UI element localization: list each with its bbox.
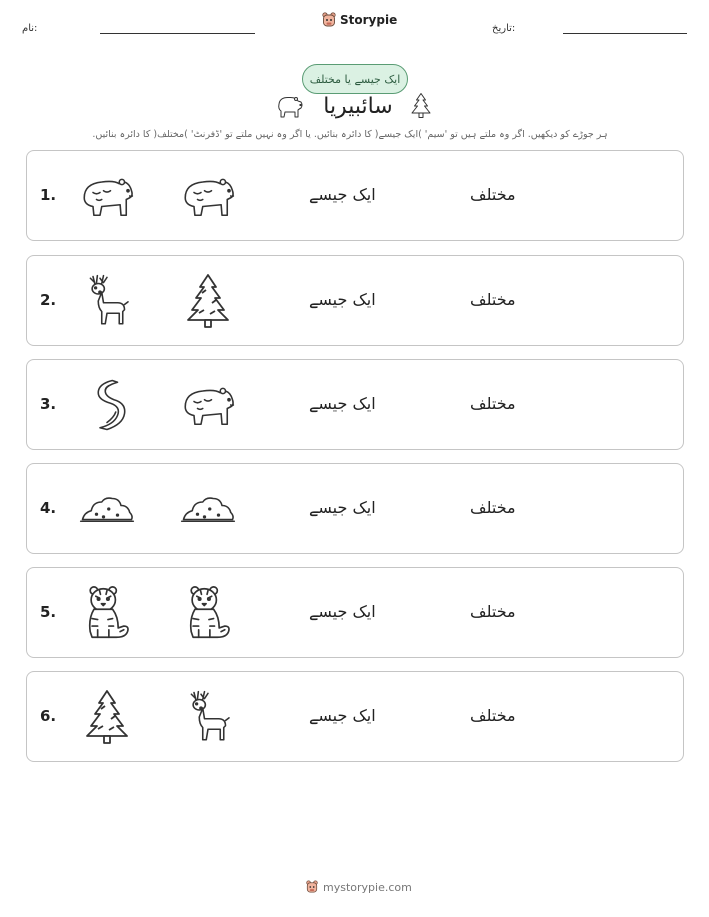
river-icon xyxy=(79,377,135,433)
question-number: 3. xyxy=(40,395,57,413)
question-number: 5. xyxy=(40,603,57,621)
question-number: 1. xyxy=(40,186,57,204)
option-different[interactable]: مختلف xyxy=(470,290,516,309)
tiger-icon xyxy=(180,585,236,641)
option-same[interactable]: ایک جیسے xyxy=(309,706,376,725)
option-different[interactable]: مختلف xyxy=(470,602,516,621)
brand xyxy=(322,12,397,28)
question-card-3 xyxy=(26,359,684,450)
storypie-logo-icon xyxy=(322,12,336,28)
reindeer-icon xyxy=(79,273,135,329)
option-different[interactable]: مختلف xyxy=(470,394,516,413)
question-card-2 xyxy=(26,255,684,346)
title-bear-icon xyxy=(273,91,305,121)
question-card-1 xyxy=(26,150,684,241)
option-same[interactable]: ایک جیسے xyxy=(309,498,376,517)
snow-pile-icon xyxy=(79,481,135,537)
bear-icon xyxy=(180,377,236,433)
option-different[interactable]: مختلف xyxy=(470,498,516,517)
worksheet-type-badge: ایک جیسے یا مختلف xyxy=(302,64,408,94)
option-same[interactable]: ایک جیسے xyxy=(309,290,376,309)
option-different[interactable]: مختلف xyxy=(470,185,516,204)
question-number: 4. xyxy=(40,499,57,517)
page-title: سائبیریا xyxy=(323,94,393,119)
date-line[interactable] xyxy=(563,33,687,34)
option-different[interactable]: مختلف xyxy=(470,706,516,725)
date-label: تاریخ: xyxy=(492,23,516,34)
bear-icon xyxy=(180,168,236,224)
name-line[interactable] xyxy=(100,33,255,34)
question-number: 2. xyxy=(40,291,57,309)
question-card-5 xyxy=(26,567,684,658)
storypie-logo-icon xyxy=(306,880,318,894)
name-label: نام: xyxy=(22,23,38,34)
option-same[interactable]: ایک جیسے xyxy=(309,394,376,413)
title-pine-tree-icon xyxy=(409,92,433,120)
question-card-6 xyxy=(26,671,684,762)
question-card-4 xyxy=(26,463,684,554)
pine-tree-icon xyxy=(79,689,135,745)
reindeer-icon xyxy=(180,689,236,745)
instructions: ہر جوڑے کو دیکھیں. اگر وہ ملتے ہیں تو 'سیم' )ایک جیسے( کا دائرہ بنائیں. یا اگر وہ نہیں ملتے تو 'ڈفرنٹ' )مختلف( کا دائرہ بنائیں. xyxy=(92,129,608,140)
question-number: 6. xyxy=(40,707,57,725)
pine-tree-icon xyxy=(180,273,236,329)
footer xyxy=(306,880,412,894)
option-same[interactable]: ایک جیسے xyxy=(309,185,376,204)
bear-icon xyxy=(79,168,135,224)
option-same[interactable]: ایک جیسے xyxy=(309,602,376,621)
tiger-icon xyxy=(79,585,135,641)
footer-link[interactable]: mystorypie.com xyxy=(323,880,412,894)
snow-pile-icon xyxy=(180,481,236,537)
brand-name: Storypie xyxy=(340,13,398,27)
